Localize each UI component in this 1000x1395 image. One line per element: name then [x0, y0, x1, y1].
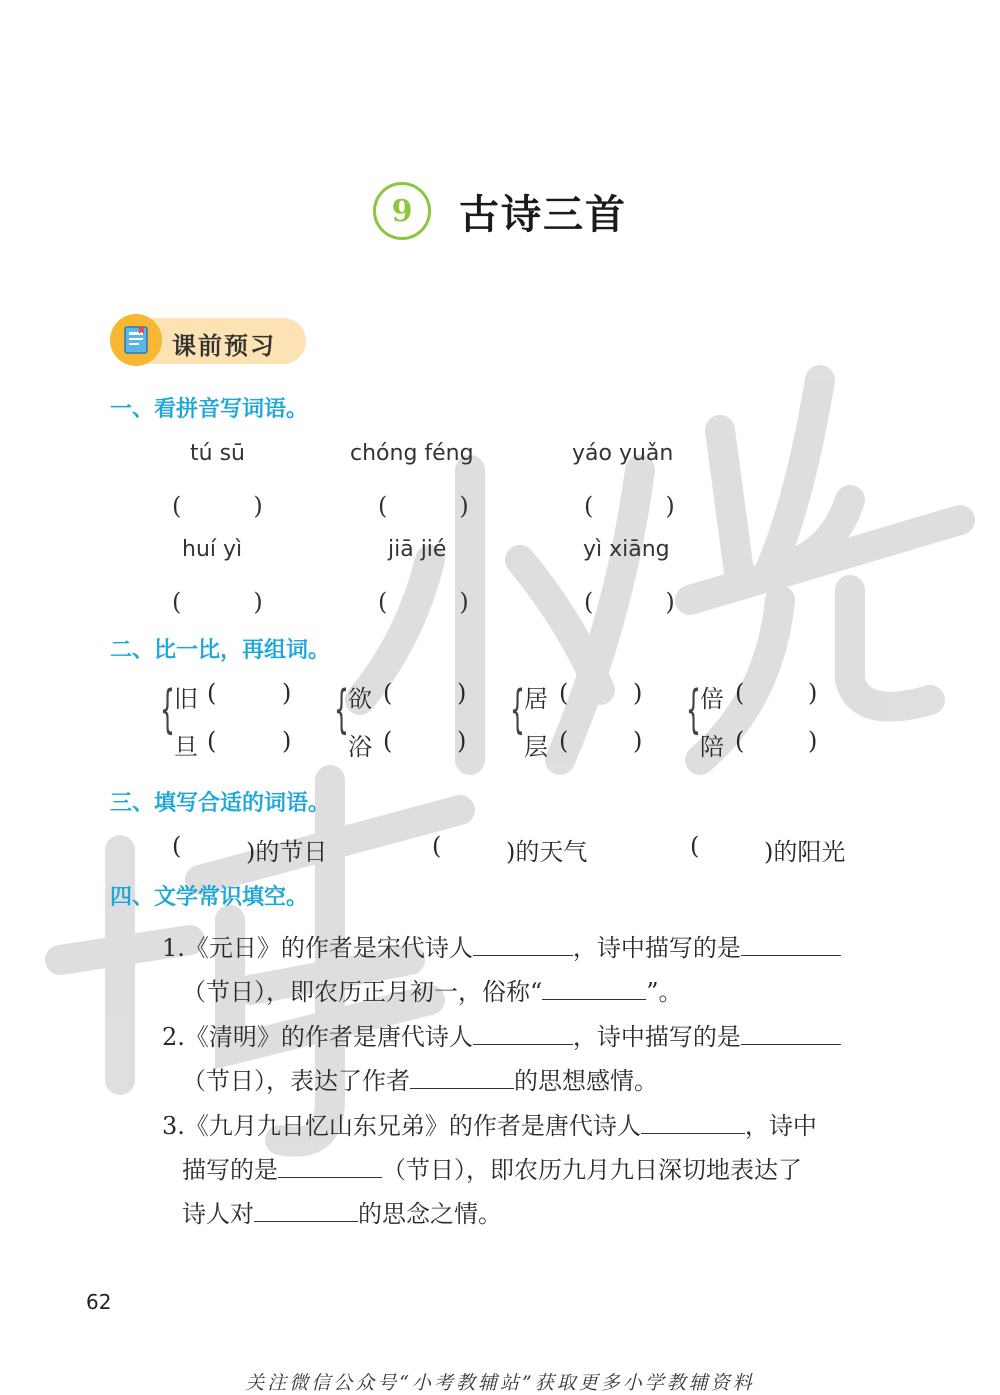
answer-blank[interactable] — [641, 1109, 745, 1134]
question-3-cont2: 诗人对 的思念之情。 — [182, 1194, 502, 1229]
paren-close: ) — [457, 727, 467, 755]
brace: { — [510, 680, 525, 740]
paren-open: ( — [172, 832, 182, 860]
answer-blank[interactable] — [278, 1153, 382, 1178]
brace: { — [334, 680, 349, 740]
char-item: 倍 — [700, 685, 724, 713]
char-item: 居 — [524, 685, 548, 713]
paren-close: ) — [633, 679, 643, 707]
paren-close: ) — [457, 679, 467, 707]
answer-blank[interactable]: ( ) — [378, 588, 469, 616]
page-number: 62 — [86, 1290, 112, 1314]
badge-label: 课前预习 — [172, 332, 276, 360]
paren-close: ) — [633, 727, 643, 755]
paren-open: ( — [559, 679, 569, 707]
section2-heading: 二、比一比，再组词。 — [110, 638, 331, 663]
answer-blank[interactable] — [542, 975, 646, 1000]
paren-open: ( — [383, 727, 393, 755]
question-2: 2.《清明》的作者是唐代诗人 ，诗中描写的是 — [162, 1017, 841, 1052]
question-3-cont: 描写的是 （节日），即农历九月九日深切地表达了 — [182, 1150, 802, 1185]
pinyin-1: tú sū — [190, 441, 245, 466]
paren-open: ( — [690, 832, 700, 860]
answer-blank[interactable] — [254, 1197, 358, 1222]
section3-heading: 三、填写合适的词语。 — [110, 791, 331, 816]
paren-open: ( — [735, 679, 745, 707]
char-item: 欲 — [348, 685, 372, 713]
brace: { — [686, 680, 701, 740]
answer-blank[interactable] — [741, 1020, 841, 1045]
lesson-title-text: 古诗三首 — [459, 191, 627, 238]
paren-open: ( — [207, 679, 217, 707]
pinyin-4: huí yì — [182, 537, 243, 562]
answer-blank[interactable]: ( ) — [378, 492, 469, 520]
fill-item: )的天气 — [506, 838, 588, 866]
pinyin-3: yáo yuǎn — [572, 441, 674, 466]
paren-open: ( — [432, 832, 442, 860]
fill-item: )的节日 — [246, 838, 328, 866]
section1-heading: 一、看拼音写词语。 — [110, 397, 309, 422]
answer-blank[interactable] — [741, 931, 841, 956]
lesson-title — [0, 182, 1000, 240]
paren-close: ) — [282, 679, 292, 707]
paren-close: ) — [808, 727, 818, 755]
answer-blank[interactable]: ( ) — [584, 588, 675, 616]
pinyin-2: chóng féng — [350, 441, 474, 466]
section4-heading: 四、文学常识填空。 — [110, 885, 309, 910]
question-2-cont: （节日），表达了作者 的思想感情。 — [182, 1061, 658, 1096]
char-item: 旧 — [174, 685, 198, 713]
answer-blank[interactable]: ( ) — [172, 492, 263, 520]
answer-blank[interactable] — [410, 1064, 514, 1089]
answer-blank[interactable]: ( ) — [172, 588, 263, 616]
char-item: 陪 — [700, 733, 724, 761]
char-item: 浴 — [348, 733, 372, 761]
paren-open: ( — [735, 727, 745, 755]
answer-blank[interactable] — [473, 931, 573, 956]
paren-close: ) — [282, 727, 292, 755]
paren-open: ( — [207, 727, 217, 755]
question-3: 3.《九月九日忆山东兄弟》的作者是唐代诗人 ，诗中 — [162, 1106, 817, 1141]
footer-note: 关注微信公众号“小考教辅站”获取更多小学教辅资料 — [245, 1372, 755, 1394]
paren-close: ) — [808, 679, 818, 707]
lesson-number: 9 — [373, 182, 431, 240]
question-1: 1.《元日》的作者是宋代诗人 ，诗中描写的是 — [162, 928, 841, 963]
paren-open: ( — [383, 679, 393, 707]
answer-blank[interactable]: ( ) — [584, 492, 675, 520]
char-item: 旦 — [174, 733, 198, 761]
answer-blank[interactable] — [473, 1020, 573, 1045]
char-item: 层 — [524, 733, 548, 761]
preview-badge — [110, 318, 306, 364]
paren-open: ( — [559, 727, 569, 755]
fill-item: )的阳光 — [764, 838, 846, 866]
book-icon — [110, 314, 162, 366]
pinyin-5: jiā jié — [388, 537, 447, 562]
brace: { — [160, 680, 175, 740]
question-1-cont: （节日），即农历正月初一，俗称“ ”。 — [182, 972, 683, 1007]
pinyin-6: yì xiāng — [583, 537, 670, 562]
